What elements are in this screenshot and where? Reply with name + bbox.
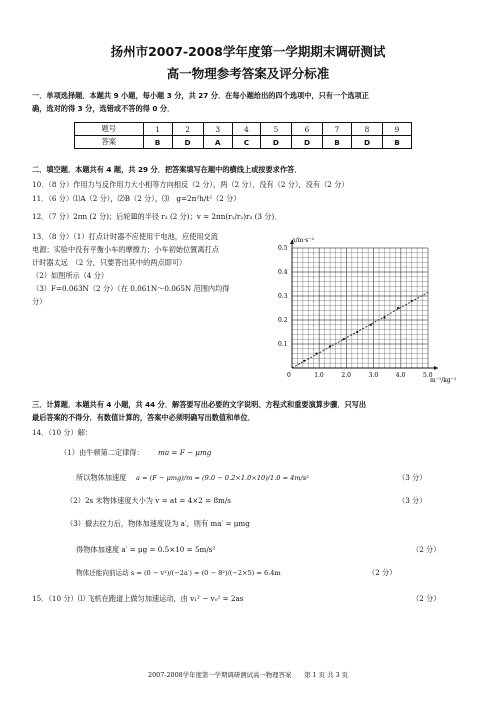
x-tick-label: 0 [287, 372, 291, 379]
y-tick-label: 0.3 [278, 293, 288, 300]
main-title: 扬州市2007-2008学年度第一学期期末调研测试 [110, 44, 386, 59]
chart-tick-labels [278, 245, 433, 379]
q14-part3c-text: 物体还能向前运动 s = (0 − v²)/(−2a′) = (0 − 8²)/(−2×5) = 6.4m [76, 569, 281, 577]
data-point [329, 345, 331, 347]
x-axis-arrow [434, 366, 438, 370]
answer-table-answer-row [75, 136, 412, 149]
question-number-cell: 6 [291, 123, 322, 136]
q14-part1-equation: ma = F − μmg [158, 448, 212, 457]
y-tick-label: 0.1 [278, 341, 288, 348]
q14-part1-text: （1）由牛顿第二定律得： [60, 448, 144, 457]
answer-cell: D [260, 136, 291, 149]
q14-part1b-text: 所以物体加速度 [76, 473, 127, 482]
section3-line1: 三．计算题．本题共有 4 小题，共 44 分．解答要写出必要的文字说明、方程式和重要演算步骤．只写出 [32, 400, 367, 409]
sub-title: 高一物理参考答案及评分标准 [166, 66, 330, 81]
data-point [383, 317, 385, 319]
q14-part1b-equation: a = (F − μmg)/m = (9.0 − 0.2×1.0×10)/1.0 = 4m/s² [136, 474, 309, 482]
section1-line2: 确，选对的得 3 分，选错或不答的得 0 分． [32, 104, 175, 113]
question-number-cell: 1 [143, 123, 172, 136]
question-number-cell: 9 [383, 123, 412, 136]
question-number-cell: 3 [203, 123, 232, 136]
chart-axes [290, 240, 438, 370]
chart-fit-line [292, 292, 428, 368]
q14-part1b-score: （3 分） [398, 473, 427, 482]
question-number-cell: 2 [172, 123, 203, 136]
q10-answer: 10．（8 分）作用力与反作用力大小相等方向相反（2 分），两（2 分），没有（2 分），没有（2 分） [32, 180, 349, 189]
answer-cell: D [291, 136, 322, 149]
x-tick-label: 3.0 [368, 372, 379, 379]
q14-part2-text: （2）2s 末物体速度大小为 v = at = 4×2 = 8m/s [66, 496, 231, 505]
q13-line: 计时器太远 （2 分，只要答出其中的两点即可） [32, 258, 187, 267]
data-point [315, 353, 317, 355]
q13-line: 电源；实验中没有平衡小车的摩擦力；小车初始位置离打点 [32, 245, 219, 254]
question-number-cell: 8 [351, 123, 382, 136]
answer-cell: B [383, 136, 412, 149]
answer-table [74, 122, 412, 149]
y-tick-label: 0.2 [278, 317, 288, 324]
q14-part3b-text: 得物体加速度 a′ = μg = 0.5×10 = 5m/s² [76, 545, 216, 554]
answer-cell: D [351, 136, 382, 149]
answer-table-header-label: 题号 [75, 123, 144, 136]
question-number-cell: 5 [260, 123, 291, 136]
q15-score: （2 分） [412, 594, 441, 603]
answer-cell: D [172, 136, 203, 149]
q12-answer: 12．（7 分）2πn (2 分)；后轮Ⅲ的半径 r₃ (2 分)；v = 2πn(r₁/r₂)r₃ (3 分)． [32, 212, 282, 221]
section3-line2: 最后答案的不得分．有数值计算的，答案中必须明确写出数值和单位． [32, 413, 255, 422]
data-point [397, 307, 399, 309]
x-tick-label: 4.0 [395, 372, 406, 379]
y-tick-label: 0.4 [278, 269, 288, 276]
x-tick-label: 2.0 [341, 372, 351, 379]
q13-line: （3）F=0.063N（2 分）（在 0.061N～0.065N 范围内均得 [32, 284, 230, 293]
q13-line: （2）如图所示（4 分） [32, 271, 109, 280]
chart-grid [292, 248, 428, 368]
data-point [356, 331, 358, 333]
question-number-cell: 7 [323, 123, 352, 136]
q13-line: 分） [32, 297, 47, 306]
data-point [343, 338, 345, 340]
section1-line1: 一．单项选择题．本题共 9 小题，每小题 3 分，共 27 分．在每小题给出的四个选项中，只有一个选项正 [32, 91, 369, 100]
q14-part3b-score: （2 分） [412, 545, 441, 554]
y-tick-label: 0.5 [278, 245, 288, 252]
answer-cell: A [203, 136, 232, 149]
answer-cell: C [232, 136, 260, 149]
data-point [370, 324, 372, 326]
page-footer: 2007-2008学年度第一学期调研测试高一物理答案 第 1 页 共 3 页 [148, 671, 348, 679]
q14-part3c-score: （2 分） [368, 568, 397, 577]
q13-line: 13．（8 分）（1）打点计时器不应使用干电池，应使用交流 [32, 232, 218, 241]
acceleration-vs-inverse-mass-chart [262, 232, 474, 388]
question-number-cell: 4 [232, 123, 260, 136]
chart-x-axis-label: m⁻¹/kg⁻¹ [430, 377, 457, 384]
answer-cell: B [323, 136, 352, 149]
q11-answer: 11．（6 分）⑴A（2 分），⑵B（2 分），⑶ g=2π²h/t²（2 分） [32, 194, 241, 203]
x-tick-label: 1.0 [314, 372, 324, 379]
data-point [303, 360, 305, 362]
answer-cell: B [143, 136, 172, 149]
q14-heading: 14．（10 分）解： [32, 428, 93, 437]
q14-part3-text: （3）撤去拉力后，物体加速度设为 a′，则有 ma′ = μmg [66, 519, 250, 528]
q15-answer: 15．（10 分）⑴ 飞机在跑道上做匀加速运动，由 v₁² − v₀² = 2as [32, 594, 244, 603]
data-point [411, 300, 413, 302]
section2-heading: 二．填空题．本题共有 4 题，共 29 分．把答案填写在题中的横线上或按要求作答． [32, 165, 302, 174]
x-tick-label: 5.0 [423, 372, 433, 379]
q14-part2-score: （3 分） [398, 496, 427, 505]
answer-table-header-row [75, 123, 412, 136]
fit-line [292, 292, 428, 368]
answer-table-answer-label: 答案 [75, 136, 144, 149]
chart-y-axis-label: a/m·s⁻² [292, 237, 314, 244]
